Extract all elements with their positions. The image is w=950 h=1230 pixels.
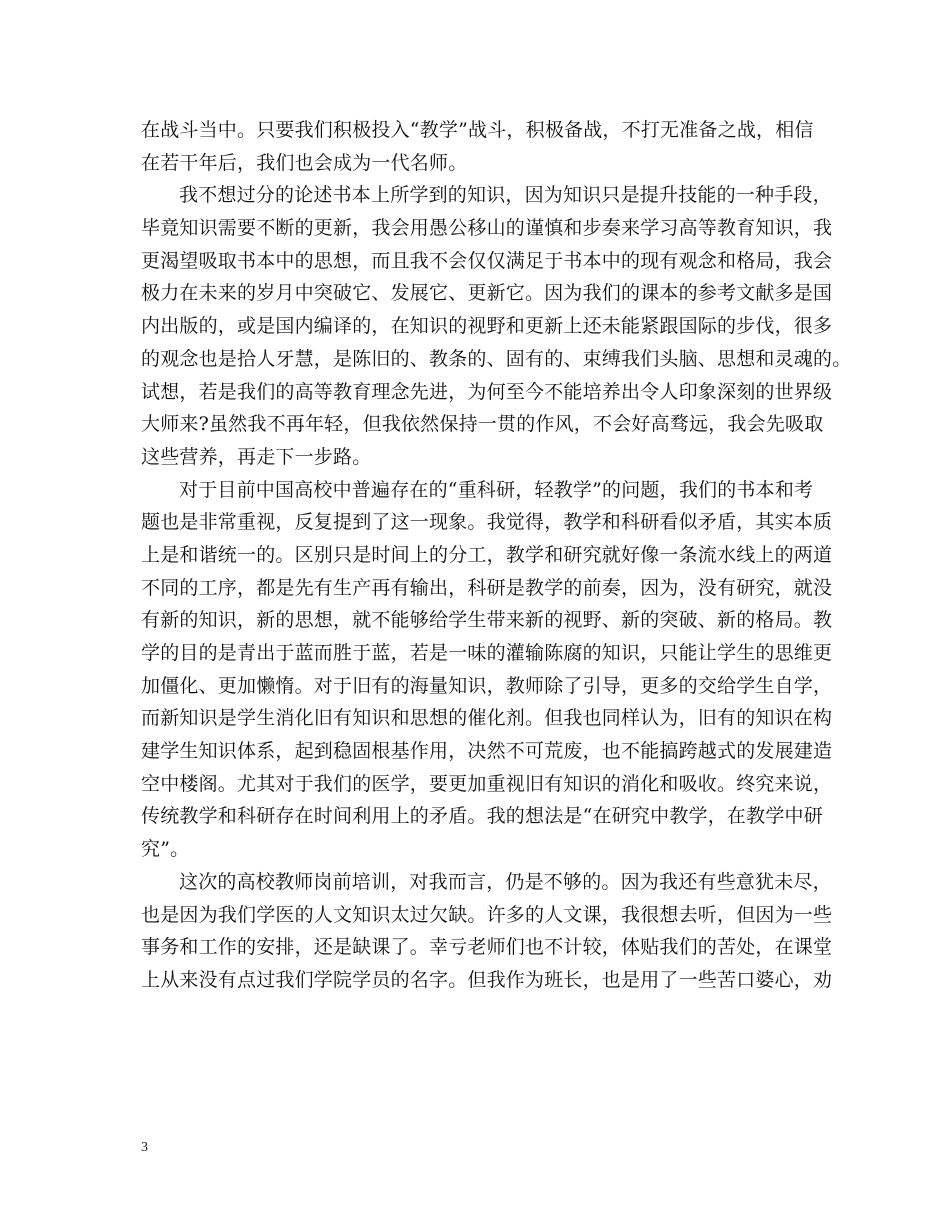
text-line: 更渴望吸取书本中的思想，而且我不会仅仅满足于书本中的现有观念和格局，我会: [141, 249, 833, 272]
text-line: 在若干年后，我们也会成为一代名师。: [141, 151, 468, 174]
text-line: 传统教学和科研存在时间利用上的矛盾。我的想法是“在研究中教学，在教学中研: [141, 805, 823, 828]
document-body: [141, 114, 852, 997]
text-line: 上从来没有点过我们学院学员的名字。但我作为班长，也是用了一些苦口婆心，劝: [141, 968, 833, 991]
text-line: 建学生知识体系，起到稳固根基作用，决然不可荒废，也不能搞跨越式的发展建造: [141, 740, 833, 763]
text-line: 这些营养，再走下一步路。: [141, 445, 372, 468]
text-line: 内出版的，或是国内编译的，在知识的视野和更新上还未能紧跟国际的步伐，很多: [141, 315, 833, 338]
text-line: 也是因为我们学医的人文知识太过欠缺。许多的人文课，我很想去听，但因为一些: [141, 903, 833, 926]
text-line: 学的目的是青出于蓝而胜于蓝，若是一味的灌输陈腐的知识，只能让学生的思维更: [141, 642, 833, 664]
text-line: 我不想过分的论述书本上所学到的知识，因为知识只是提升技能的一种手段，: [179, 184, 832, 207]
paragraph: [141, 114, 813, 179]
text-line: 对于目前中国高校中普遍存在的“重科研，轻教学”的问题，我们的书本和考: [179, 478, 814, 501]
text-line: 毕竟知识需要不断的更新，我会用愚公移山的谨慎和步奏来学习高等教育知识，我: [141, 217, 833, 240]
paragraph: [141, 474, 833, 866]
text-line: 题也是非常重视，反复提到了这一现象。我觉得，教学和科研看似矛盾，其实本质: [141, 511, 833, 534]
text-line: 在战斗当中。只要我们积极投入“教学”战斗，积极备战，不打无准备之战，相信: [141, 119, 814, 141]
text-line: 极力在未来的岁月中突破它、发展它、更新它。因为我们的课本的参考文献多是国: [141, 282, 833, 305]
text-line: 不同的工序，都是先有生产再有输出，科研是教学的前奏，因为，没有研究，就没: [141, 576, 833, 599]
text-line: 究”。: [141, 838, 190, 861]
paragraph: [141, 866, 833, 997]
text-line: 上是和谐统一的。区别只是时间上的分工，教学和研究就好像一条流水线上的两道: [141, 543, 833, 566]
text-line: 空中楼阁。尤其对于我们的医学，要更加重视旧有知识的消化和吸收。终究来说，: [141, 772, 833, 795]
text-line: 事务和工作的安排，还是缺课了。幸亏老师们也不计较，体贴我们的苦处，在课堂: [141, 936, 833, 959]
paragraph: [141, 179, 852, 473]
text-line: 大师来?虽然我不再年轻，但我依然保持一贯的作风，不会好高骛远，我会先吸取: [141, 413, 824, 436]
page-number: 3: [141, 1140, 148, 1155]
text-line: 有新的知识，新的思想，就不能够给学生带来新的视野、新的突破、新的格局。教: [141, 609, 833, 632]
text-line: 而新知识是学生消化旧有知识和思想的催化剂。但我也同样认为，旧有的知识在构: [141, 707, 833, 730]
text-line: 试想，若是我们的高等教育理念先进，为何至今不能培养出令人印象深刻的世界级: [141, 380, 833, 403]
text-line: 这次的高校教师岗前培训，对我而言，仍是不够的。因为我还有些意犹未尽，: [179, 870, 832, 893]
text-line: 的观念也是拾人牙慧，是陈旧的、教条的、固有的、束缚我们头脑、思想和灵魂的。: [141, 347, 852, 370]
text-line: 加僵化、更加懒惰。对于旧有的海量知识，教师除了引导，更多的交给学生自学，: [141, 674, 833, 697]
